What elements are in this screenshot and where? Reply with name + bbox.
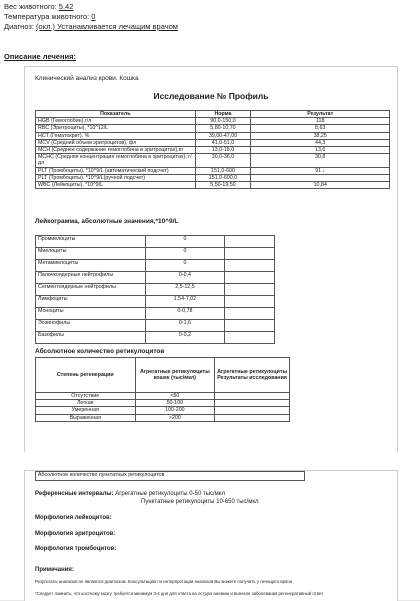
- table-row: [36, 332, 275, 344]
- cell: [215, 393, 290, 400]
- morph-ery: Морфология эритроцитов:: [35, 531, 116, 537]
- cell: WBC (Лейкоциты), *10^9/L: [36, 182, 196, 189]
- cell: [225, 284, 275, 296]
- sheet-subtitle: Клинический анализ крови. Кошка: [35, 75, 139, 82]
- cell: 1,54-7,02: [145, 296, 225, 308]
- table-row: [36, 393, 290, 400]
- reticulocyte-table: [35, 357, 290, 422]
- col-parameter: Показатель: [36, 111, 196, 118]
- punctate-heading: Абсолютное количество пунктатных ретикулоцитов: [36, 472, 305, 481]
- morph-leuko: Морфология лейкоцитов:: [35, 515, 112, 521]
- cell: Палочкоядерные нейтрофилы: [36, 272, 146, 284]
- temp-line: [4, 12, 95, 21]
- cell: 39,00-47,00: [195, 132, 251, 139]
- table-row: [36, 472, 305, 481]
- table-row: [36, 320, 275, 332]
- table-header-row: [36, 358, 290, 393]
- table-row: [36, 400, 290, 407]
- col-norm: Норма: [195, 111, 251, 118]
- cell: [225, 272, 275, 284]
- ref-line1: Агрегатные ретикулоциты 0-50 тыс/мкл: [115, 491, 225, 497]
- cell: 8,63: [251, 125, 390, 132]
- note1: Результаты анализов не являются диагнозом. Консультацию по интерпретации анализов Вы можете получить у лечащего врача: [35, 579, 292, 584]
- cell: Выраженная: [36, 414, 136, 421]
- table-row: [36, 139, 390, 146]
- temp-label: Температура животного:: [4, 12, 90, 21]
- col-aggregate-result: Агрегатные ретикулоциты Результаты исследования: [215, 358, 290, 393]
- cell: 100-200: [135, 407, 215, 414]
- cell: [215, 400, 290, 407]
- cell: 5,50-19,50: [195, 182, 251, 189]
- col-result: Результат: [251, 111, 390, 118]
- table-row: [36, 132, 390, 139]
- cell: >200: [135, 414, 215, 421]
- cell: 44,3: [251, 139, 390, 146]
- cell: 0-1,6: [145, 320, 225, 332]
- table-row: [36, 118, 390, 125]
- cell: 50-100: [135, 400, 215, 407]
- table-row: [36, 260, 275, 272]
- table-row: [36, 414, 290, 421]
- cell: 2,5-12,5: [145, 284, 225, 296]
- cell: Метамиелоциты: [36, 260, 146, 272]
- cell: Промиелоциты: [36, 236, 146, 248]
- cell: 0: [145, 248, 225, 260]
- table-row: [36, 248, 275, 260]
- morph-thrombo: Морфология тромбоцитов:: [35, 546, 117, 552]
- cell: 91 ↓: [251, 167, 390, 174]
- cell: 0-0,2: [145, 332, 225, 344]
- cell: 30,0-36,0: [195, 154, 251, 167]
- cell: Лимфоциты: [36, 296, 146, 308]
- weight-value: 5.42: [58, 2, 74, 11]
- table-row: [36, 154, 390, 167]
- table-row: [36, 182, 390, 189]
- cell: Базофилы: [36, 332, 146, 344]
- leukogram-table: [35, 235, 275, 344]
- ref-label: Референсные интервалы:: [35, 491, 114, 497]
- cell: [225, 332, 275, 344]
- table-row: [36, 284, 275, 296]
- cell: 90,0-150,0: [195, 118, 251, 125]
- cell: 118: [251, 118, 390, 125]
- diagnosis-value: (окл.) Устанавливается лечащим врачом: [36, 22, 178, 31]
- cell: Эозинофилы: [36, 320, 146, 332]
- cell: [225, 296, 275, 308]
- cell: [225, 248, 275, 260]
- table-row: [36, 125, 390, 132]
- cell: 0: [145, 236, 225, 248]
- cell: HCT (Гематокрит), %: [36, 132, 196, 139]
- table-header-row: [36, 111, 390, 118]
- main-results-table: [35, 110, 390, 189]
- punctate-table: [35, 471, 305, 481]
- table-row: [36, 407, 290, 414]
- table-row: [36, 147, 390, 154]
- cell: [215, 414, 290, 421]
- cell: PLT (Тромбоциты), *10^9/L (автоматический подсчет): [36, 167, 196, 174]
- cell: [225, 236, 275, 248]
- analysis-sheet: [24, 66, 398, 460]
- cell: MCH (Среднее содержание гемоглобина в эритроцитах),пг: [36, 147, 196, 154]
- cell: 0-0,4: [145, 272, 225, 284]
- table-row: [36, 167, 390, 174]
- weight-label: Вес животного:: [4, 2, 57, 11]
- table-row: [36, 272, 275, 284]
- cell: 0: [145, 260, 225, 272]
- description-heading: Описание лечения:: [4, 52, 76, 61]
- cell: 13,6: [251, 147, 390, 154]
- cell: Миелоциты: [36, 248, 146, 260]
- cell: 38,25: [251, 132, 390, 139]
- diagnosis-line: [4, 22, 178, 31]
- weight-line: [4, 2, 73, 11]
- ref-intervals: [35, 491, 225, 497]
- cell: 30,8: [251, 154, 390, 167]
- diagnosis-label: Диагноз:: [4, 22, 34, 31]
- table-row: [36, 296, 275, 308]
- cell: RBC (Эритроциты), *10^12/L: [36, 125, 196, 132]
- cell: MCHC (Средняя концентрация гемоглобина в эритроцитах), г/дл: [36, 154, 196, 167]
- cell: [225, 260, 275, 272]
- cell: 41,0-51,0: [195, 139, 251, 146]
- analysis-sheet-continued: [24, 470, 398, 601]
- col-aggregate-norm: Агрегатные ретикулоциты кошек (тыс/мкл): [135, 358, 215, 393]
- notes-label: Примечания:: [35, 567, 74, 573]
- cell: Сегментоядерные нейтрофилы: [36, 284, 146, 296]
- cell: [225, 308, 275, 320]
- cell: [225, 320, 275, 332]
- reticulocyte-heading: Абсолютное количество ретикулоцитов: [35, 348, 165, 355]
- sheet-title: Исследование № Профиль: [153, 91, 269, 101]
- cell: 0-0,78: [145, 308, 225, 320]
- leukogram-heading: Лейкограмма, абсолютные значения,*10^9/L: [35, 218, 179, 225]
- cell: HGB (Гемоглобин),г/л: [36, 118, 196, 125]
- table-row: [36, 236, 275, 248]
- cell: <50: [135, 393, 215, 400]
- table-row: [36, 308, 275, 320]
- cell: Умеренная: [36, 407, 136, 414]
- temp-value: 0: [91, 12, 96, 21]
- cell: 151,0-600,0: [195, 174, 251, 181]
- cell: MCV (Средний объем эритроцитов), фл: [36, 139, 196, 146]
- cell: Легкая: [36, 400, 136, 407]
- cell: 13,0-18,0: [195, 147, 251, 154]
- cell: 5,80-10,70: [195, 125, 251, 132]
- cell: 10,84: [251, 182, 390, 189]
- cell: Отсутствие: [36, 393, 136, 400]
- cell: PLT (Тромбоциты), *10^9/L(ручной подсчет): [36, 174, 196, 181]
- table-row: [36, 174, 390, 181]
- cell: Моноциты: [36, 308, 146, 320]
- cell: 151,0-600: [195, 167, 251, 174]
- cell: [215, 407, 290, 414]
- cell: [251, 174, 390, 181]
- ref-line2: Пунктатные ретикулоциты 10-650 тыс/мкл: [141, 499, 259, 505]
- col-regeneration: Степень регенерации: [36, 358, 136, 393]
- note2: *Следует помнить, что костному мозгу требуется минимум 3-4 дня для ответа на острую анемию и вначале заболевания регенеративный ответ: [35, 591, 324, 596]
